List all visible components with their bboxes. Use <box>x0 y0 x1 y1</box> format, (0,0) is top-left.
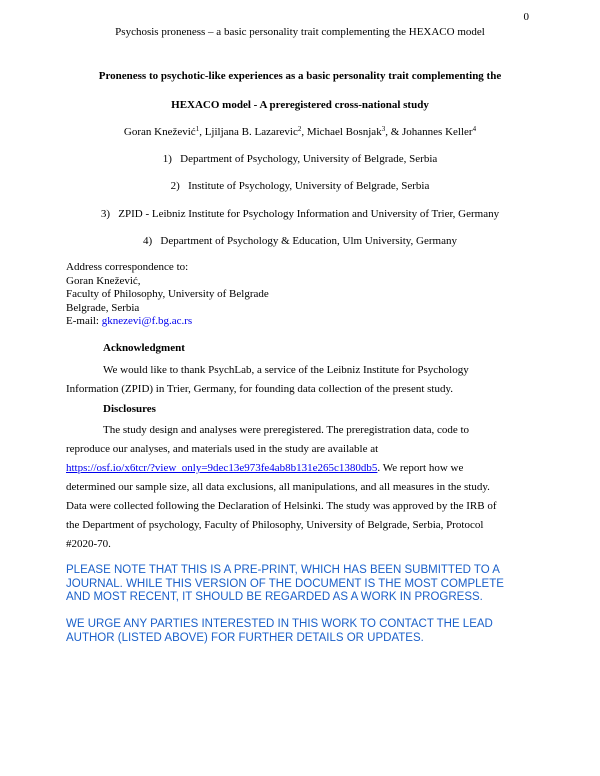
acknowledgment-heading: Acknowledgment <box>103 342 185 354</box>
author-separator: , & <box>385 126 403 138</box>
running-head: Psychosis proneness – a basic personality trait complementing the HEXACO model <box>115 26 485 38</box>
disclosures-paragraph <box>66 421 534 554</box>
address-line: Goran Knežević, <box>66 274 141 287</box>
author-affiliation-marker: 1 <box>195 125 200 133</box>
notice-line: AND MOST RECENT, IT SHOULD BE REGARDED AS A WORK IN PROGRESS. <box>66 591 483 603</box>
affiliation-2: 2) Institute of Psychology, University of Belgrade, Serbia <box>170 180 430 192</box>
author-affiliation-marker: 2 <box>297 125 302 133</box>
correspondence-address <box>66 261 269 329</box>
paragraph-line: We would like to thank PsychLab, a service of the Leibniz Institute for Psychology <box>103 364 469 376</box>
paragraph-line: The study design and analyses were preregistered. The preregistration data, code to <box>103 424 470 436</box>
acknowledgment-paragraph <box>66 361 534 399</box>
paragraph-line: #2020-70. <box>66 538 111 550</box>
author-name: Michael Bosnjak <box>306 126 382 138</box>
paper-title-line-1: Proneness to psychotic-like experiences as a basic personality trait complementing the <box>98 70 502 82</box>
notice-line: AUTHOR (LISTED ABOVE) FOR FURTHER DETAILS OR UPDATES. <box>66 631 424 644</box>
paragraph-line: determined our sample size, all data exclusions, all manipulations, and all measures in the study. <box>66 481 490 493</box>
email-line <box>66 315 269 329</box>
author-name: Goran Knežević <box>123 126 196 138</box>
email-link[interactable]: gknezevi@f.bg.ac.rs <box>101 315 193 327</box>
paragraph-line: reproduce our analyses, and materials used in the study are available at <box>66 443 379 455</box>
email-label: E-mail: <box>66 315 102 327</box>
author-separator: , <box>301 126 307 138</box>
disclosures-heading: Disclosures <box>103 403 156 415</box>
paper-title-line-2: HEXACO model - A preregistered cross-national study <box>171 99 429 111</box>
address-line: Belgrade, Serbia <box>66 301 140 314</box>
author-list <box>0 126 600 138</box>
paragraph-line: the Department of psychology, Faculty of Philosophy, University of Belgrade, Serbia, Protocol <box>66 519 484 531</box>
address-line: Address correspondence to: <box>66 261 189 273</box>
paragraph-line <box>66 459 534 478</box>
paragraph-line: Data were collected following the Declaration of Helsinki. The study was approved by the IRB of <box>66 500 497 512</box>
preprint-notice <box>66 564 536 605</box>
notice-line: JOURNAL. WHILE THIS VERSION OF THE DOCUMENT IS THE MOST COMPLETE <box>66 577 504 590</box>
author-affiliation-marker: 4 <box>472 125 477 133</box>
affiliation-4: 4) Department of Psychology & Education, Ulm University, Germany <box>143 235 457 247</box>
contact-notice <box>66 618 536 645</box>
affiliation-3: 3) ZPID - Leibniz Institute for Psychology Information and University of Trier, Germany <box>100 208 500 220</box>
author-name: Ljiljana B. Lazarevic <box>204 126 298 138</box>
paragraph-line: Information (ZPID) in Trier, Germany, for founding data collection of the present study. <box>66 383 454 395</box>
page-number: 0 <box>523 11 529 23</box>
affiliation-1: 1) Department of Psychology, University of Belgrade, Serbia <box>162 153 438 165</box>
author-name: Johannes Keller <box>402 126 473 138</box>
notice-line: WE URGE ANY PARTIES INTERESTED IN THIS WORK TO CONTACT THE LEAD <box>66 618 493 630</box>
notice-line: PLEASE NOTE THAT THIS IS A PRE-PRINT, WHICH HAS BEEN SUBMITTED TO A <box>66 564 500 576</box>
osf-link[interactable]: https://osf.io/x6tcr/?view_only=9dec13e973fe4ab8b131e265c1380db5 <box>66 462 378 474</box>
address-line: Faculty of Philosophy, University of Belgrade <box>66 288 269 300</box>
author-separator: , <box>199 126 205 138</box>
author-affiliation-marker: 3 <box>381 125 386 133</box>
paragraph-text: . We report how we <box>377 462 464 474</box>
